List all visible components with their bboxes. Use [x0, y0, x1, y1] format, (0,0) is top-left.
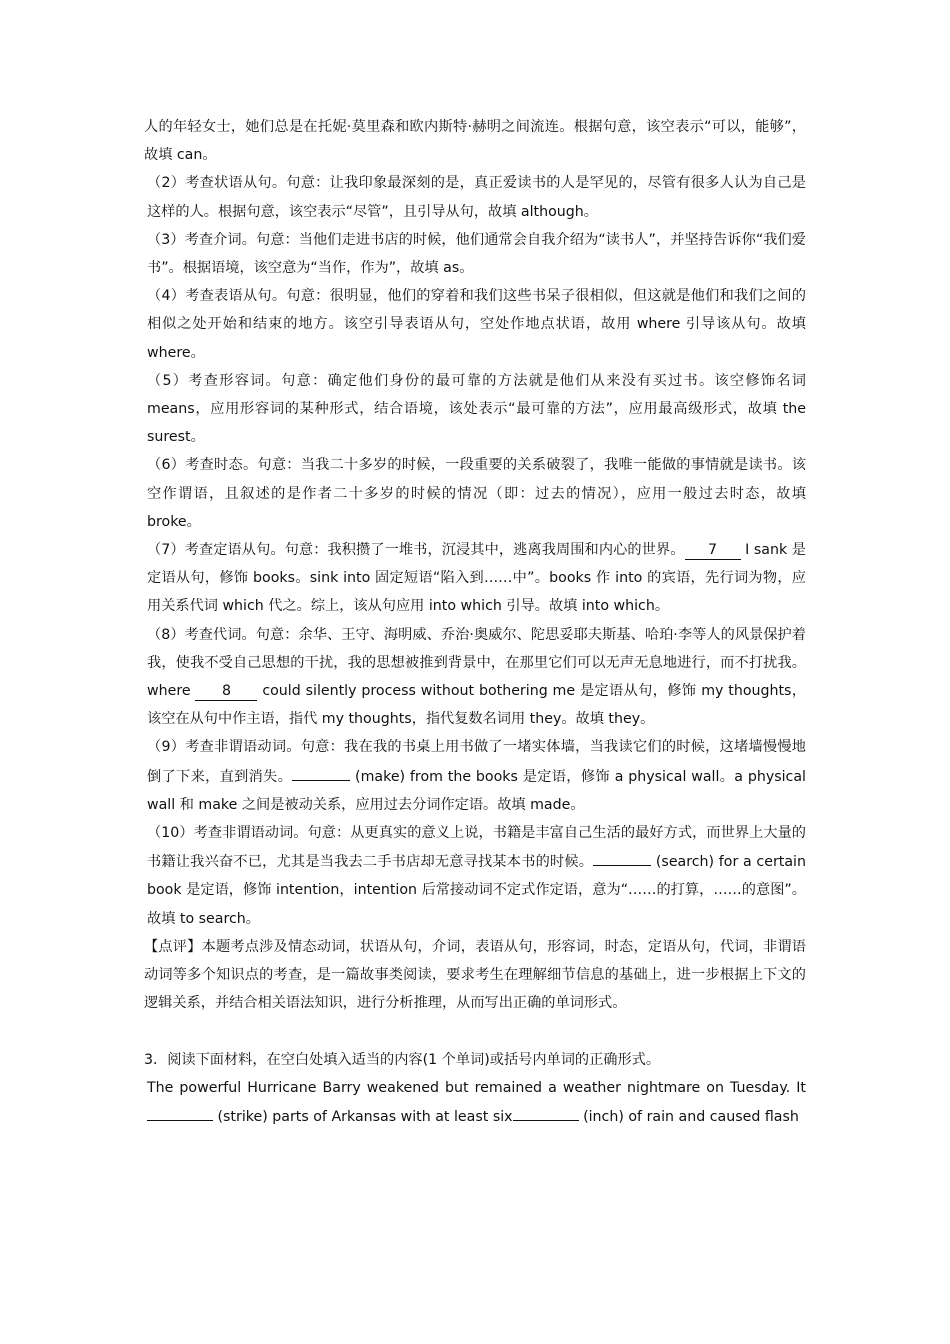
spacer: [144, 1018, 806, 1046]
passage-text-b: (strike) parts of Arkansas with at least six: [213, 1108, 513, 1125]
paragraph-1-continuation: 人的年轻女士，她们总是在托妮·莫里森和欧内斯特·赫明之间流连。根据句意，该空表示“可以，能够”，故填 can。: [144, 119, 806, 164]
answer-7-text-b: I sank 是定语从句，修饰 books。sink into 固定短语“陷入到……中”。books 作 into 的宾语，先行词为物，应用关系代词 which 代之。综上，该从句应用 into which 引导。故填 into which。: [147, 542, 806, 615]
answer-10-text-b: (search) for a certain book 是定语，修饰 intention，intention 后常接动词不定式作定语，意为“……的打算，……的意图”。故填 to search。: [147, 854, 806, 927]
question-3-passage: [144, 1074, 806, 1131]
document-body: [144, 113, 806, 1131]
answer-8-text-b: could silently process without bothering me 是定语从句，修饰 my thoughts，该空在从句中作主语，指代 my thoughts，指代复数名词用 they。故填 they。: [147, 683, 806, 728]
answer-7: [144, 536, 806, 621]
blank-8: 8: [195, 682, 257, 701]
answer-2: （2）考查状语从句。句意：让我印象最深刻的是，真正爱读书的人是罕见的，尽管有很多人认为自己是这样的人。根据句意，该空表示“尽管”，且引导从句，故填 although。: [147, 175, 806, 220]
answer-3: （3）考查介词。句意：当他们走进书店的时候，他们通常会自我介绍为“读书人”，并坚持告诉你“我们爱书”。根据语境，该空意为“当作，作为”，故填 as。: [147, 231, 806, 277]
answer-7-text-a: （7）考查定语从句。句意：我积攒了一堆书，沉浸其中，逃离我周围和内心的世界。: [147, 542, 685, 559]
answer-8: [144, 621, 806, 734]
answer-8-text-a: （8）考查代词。句意：余华、王守、海明威、乔治·奥威尔、陀思妥耶夫斯基、哈珀·李等人的风景保护着我，使我不受自己思想的干扰，我的思想被推到背景中，在那里它们可以无声无息地进行，而不打扰我。where: [147, 626, 806, 700]
passage-text-c: (inch) of rain and caused flash: [578, 1108, 799, 1125]
passage-text-a: The powerful Hurricane Barry weakened but remained a weather nightmare on Tuesday. It: [147, 1079, 806, 1096]
answer-9-text-a: （9）考查非谓语动词。句意：我在我的书桌上用书做了一堵实体墙，当我读它们的时候，这堵墙慢慢地倒了下来，直到消失。: [147, 739, 806, 785]
answer-9: [144, 733, 806, 819]
question-3-title: 3．阅读下面材料，在空白处填入适当的内容(1 个单词)或括号内单词的正确形式。: [144, 1051, 661, 1068]
answer-9-text-b: (make) from the books 是定语，修饰 a physical wall。a physical wall 和 make 之间是被动关系，应用过去分词作定语。故填 made。: [147, 768, 806, 813]
answer-10: [144, 819, 806, 933]
commentary: 【点评】本题考点涉及情态动词，状语从句，介词，表语从句，形容词，时态，定语从句，代词，非谓语动词等多个知识点的考查，是一篇故事类阅读，要求考生在理解细节信息的基础上，进一步根据上下文的逻辑关系，并结合相关语法知识，进行分析推理，从而写出正确的单词形式。: [144, 938, 806, 1012]
answer-6: （6）考查时态。句意：当我二十多岁的时候，一段重要的关系破裂了，我唯一能做的事情就是读书。该空作谓语，且叙述的是作者二十多岁的时候的情况（即：过去的情况），应用一般过去时态，故填 broke。: [147, 457, 806, 530]
answer-4: （4）考查表语从句。句意：很明显，他们的穿着和我们这些书呆子很相似，但这就是他们和我们之间的相似之处开始和结束的地方。该空引导表语从句，空处作地点状语，故用 where 引导该从句。故填 where。: [147, 288, 806, 361]
blank-7: 7: [685, 541, 741, 560]
answer-10-text-a: （10）考查非谓语动词。句意：从更真实的意义上说，书籍是丰富自己生活的最好方式，而世界上大量的书籍让我兴奋不已，尤其是当我去二手书店却无意寻找某本书的时候。: [147, 825, 806, 871]
passage-blank-2: [513, 1102, 579, 1121]
answer-5: （5）考查形容词。句意：确定他们身份的最可靠的方法就是他们从来没有买过书。该空修饰名词 means，应用形容词的某种形式，结合语境，该处表示“最可靠的方法”，应用最高级形式，故填 the surest。: [147, 372, 806, 446]
passage-blank-1: [147, 1102, 213, 1121]
blank-10: [593, 847, 651, 866]
blank-9: [292, 762, 350, 781]
